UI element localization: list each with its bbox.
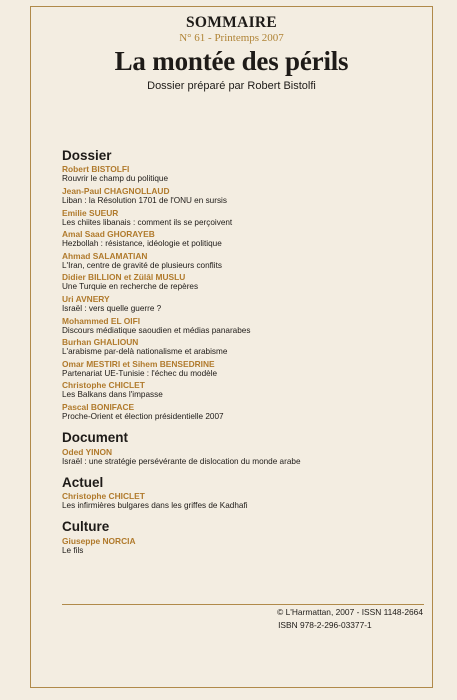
- entry-author: Uri AVNERY: [62, 293, 110, 304]
- entry-author: Oded YINON: [62, 446, 113, 457]
- entry-author: Burhan GHALIOUN: [62, 337, 139, 348]
- issue-line: N° 61 - Printemps 2007: [179, 32, 284, 44]
- section-actuel: [62, 475, 412, 512]
- entry-article-title: Hezbollah : résistance, idéologie et politique: [62, 239, 222, 249]
- footer: [277, 606, 423, 632]
- toc-entry: [62, 447, 412, 467]
- copyright-line: © L'Harmattan, 2007 - ISSN 1148-2664: [277, 607, 423, 617]
- section-title: Document: [62, 430, 129, 446]
- entry-article-title: Partenariat UE-Tunisie : l'échec du modèle: [62, 368, 218, 378]
- section-title: Culture: [62, 519, 110, 535]
- footer-divider: [62, 604, 424, 605]
- entry-author: Ahmad SALAMATIAN: [62, 250, 148, 261]
- entry-author: Pascal BONIFACE: [62, 401, 135, 412]
- entry-article-title: Les infirmières bulgares dans les griffes de Kadhafi: [62, 501, 248, 511]
- toc-entry: [62, 229, 412, 249]
- section-title: Dossier: [62, 148, 112, 163]
- toc-entry: [62, 359, 412, 379]
- toc-entry: [62, 491, 412, 511]
- entry-author: Mohammed EL OIFI: [62, 315, 141, 326]
- entry-author: Amal Saad GHORAYEB: [62, 229, 155, 240]
- section-dossier: [62, 148, 412, 422]
- entry-article-title: L'arabisme par-delà nationalisme et arabisme: [62, 347, 228, 357]
- page-title: La montée des périls: [114, 46, 349, 76]
- entry-author: Giuseppe NORCIA: [62, 535, 136, 546]
- toc-entry: [62, 251, 412, 271]
- toc-entry: [62, 402, 412, 422]
- entry-author: Omar MESTIRI et Sihem BENSEDRINE: [62, 358, 215, 369]
- entry-article-title: Israël : une stratégie persévérante de dislocation du monde arabe: [62, 456, 301, 466]
- dossier-subtitle: Dossier préparé par Robert Bistolfi: [147, 80, 316, 92]
- entry-article-title: Israël : vers quelle guerre ?: [62, 303, 162, 313]
- entry-article-title: Une Turquie en recherche de repères: [62, 282, 199, 292]
- entry-article-title: Proche-Orient et élection présidentielle 2007: [62, 411, 224, 421]
- section-document: [62, 430, 412, 467]
- toc-entry: [62, 294, 412, 314]
- entry-article-title: L'Iran, centre de gravité de plusieurs conflits: [62, 260, 222, 270]
- toc-entry: [62, 164, 412, 184]
- entry-article-title: Discours médiatique saoudien et médias panarabes: [62, 325, 251, 335]
- entry-author: Emilie SUEUR: [62, 207, 119, 218]
- entry-author: Robert BISTOLFI: [62, 164, 130, 175]
- entry-author: Christophe CHICLET: [62, 491, 145, 502]
- header: [30, 14, 433, 93]
- entry-article-title: Le fils: [62, 545, 84, 555]
- entry-article-title: Liban : la Résolution 1701 de l'ONU en sursis: [62, 195, 227, 205]
- toc-entry: [62, 272, 412, 292]
- isbn-line: ISBN 978-2-296-03377-1: [278, 620, 372, 630]
- section-title: Actuel: [62, 474, 104, 490]
- section-culture: [62, 519, 412, 556]
- entry-article-title: Les Balkans dans l'impasse: [62, 390, 163, 400]
- entry-author: Christophe CHICLET: [62, 380, 145, 391]
- toc-entry: [62, 536, 412, 556]
- entry-author: Jean-Paul CHAGNOLLAUD: [62, 185, 170, 196]
- toc-entry: [62, 316, 412, 336]
- entry-author: Didier BILLION et Zülâl MUSLU: [62, 272, 186, 283]
- toc-entry: [62, 208, 412, 228]
- table-of-contents: [62, 148, 412, 564]
- toc-entry: [62, 380, 412, 400]
- sommaire-label: SOMMAIRE: [185, 14, 278, 31]
- entry-article-title: Rouvrir le champ du politique: [62, 174, 169, 184]
- toc-entry: [62, 337, 412, 357]
- toc-entry: [62, 186, 412, 206]
- entry-article-title: Les chiites libanais : comment ils se perçoivent: [62, 217, 233, 227]
